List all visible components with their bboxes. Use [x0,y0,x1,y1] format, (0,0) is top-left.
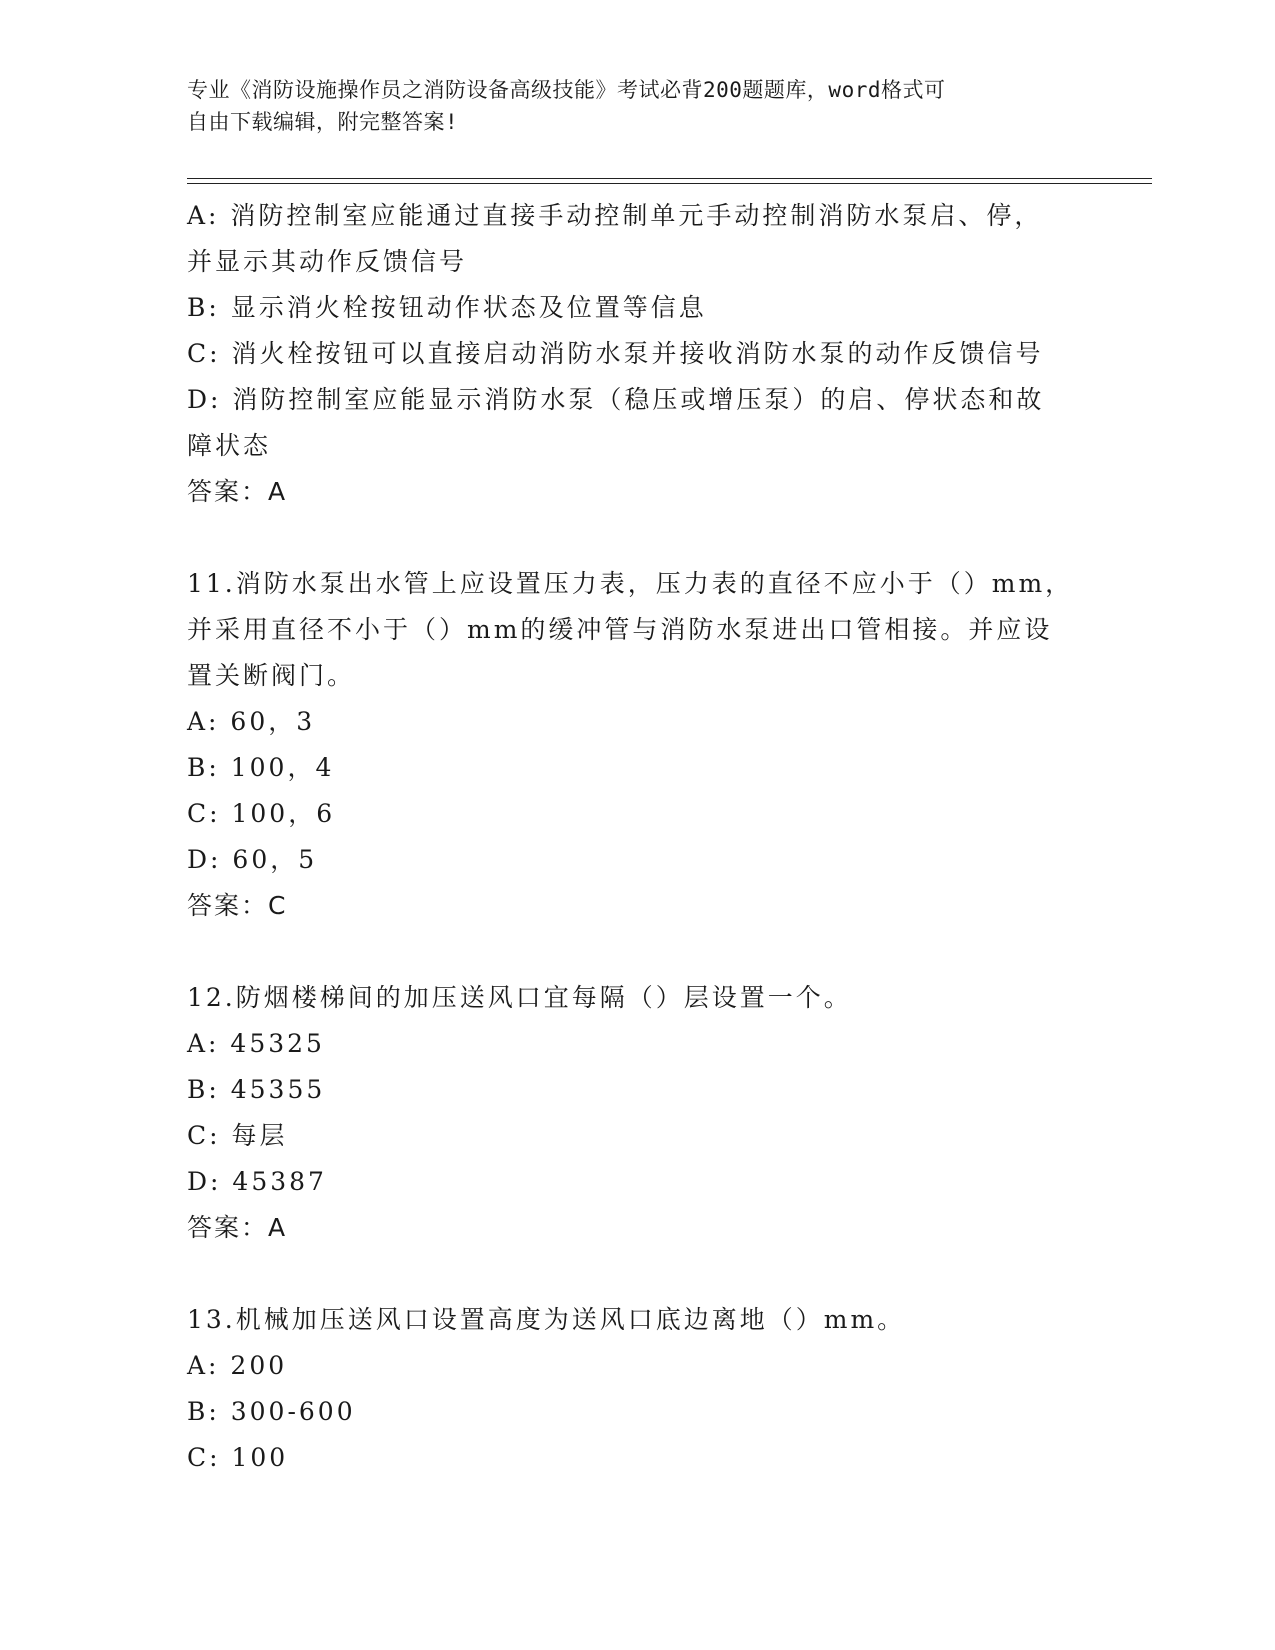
header-line-2: 自由下载编辑，附完整答案! [187,110,459,134]
q10-option-c: C: 消火栓按钮可以直接启动消防水泵并接收消防水泵的动作反馈信号 [187,339,1044,368]
question-12-block [187,975,1087,1251]
q13-option-c: C: 100 [187,1443,289,1472]
question-10-block [187,193,1087,515]
q10-option-a-line-2: 并显示其动作反馈信号 [187,247,468,276]
q12-option-a: A: 45325 [187,1029,325,1058]
question-list [187,193,1087,1481]
spacer [187,515,1087,561]
q12-option-d: D: 45387 [187,1167,327,1196]
q11-option-b: B: 100，4 [187,753,335,782]
q11-answer: 答案：C [187,891,288,920]
question-11-block [187,561,1087,929]
header-divider-top [187,178,1152,179]
q11-stem-line-2: 并采用直径不小于（）mm的缓冲管与消防水泵进出口管相接。并应设 [187,615,1053,644]
q10-option-d-line-1: D: 消防控制室应能显示消防水泵（稳压或增压泵）的启、停状态和故 [187,385,1045,414]
q10-answer: 答案：A [187,477,288,506]
q10-option-d-line-2: 障状态 [187,431,272,460]
header-divider-bottom [187,183,1152,184]
spacer [187,929,1087,975]
header-line-1: 专业《消防设施操作员之消防设备高级技能》考试必背200题题库，word格式可 [187,78,946,102]
q11-stem-line-3: 置关断阀门。 [187,661,356,690]
document-header [187,74,1087,138]
q11-option-a: A: 60，3 [187,707,316,736]
q10-option-a-line-1: A: 消防控制室应能通过直接手动控制单元手动控制消防水泵启、停， [187,201,1043,230]
q12-stem: 12.防烟楼梯间的加压送风口宜每隔（）层设置一个。 [187,983,852,1012]
q13-option-a: A: 200 [187,1351,288,1380]
q13-stem: 13.机械加压送风口设置高度为送风口底边离地（）mm。 [187,1305,906,1334]
q12-option-c: C: 每层 [187,1121,288,1150]
q10-option-b: B: 显示消火栓按钮动作状态及位置等信息 [187,293,707,322]
spacer [187,1251,1087,1297]
question-13-block [187,1297,1087,1481]
q11-option-c: C: 100，6 [187,799,336,828]
q11-stem-line-1: 11.消防水泵出水管上应设置压力表，压力表的直径不应小于（）mm， [187,569,1074,598]
q11-option-d: D: 60，5 [187,845,318,874]
q12-option-b: B: 45355 [187,1075,326,1104]
q13-option-b: B: 300-600 [187,1397,356,1426]
q12-answer: 答案：A [187,1213,288,1242]
